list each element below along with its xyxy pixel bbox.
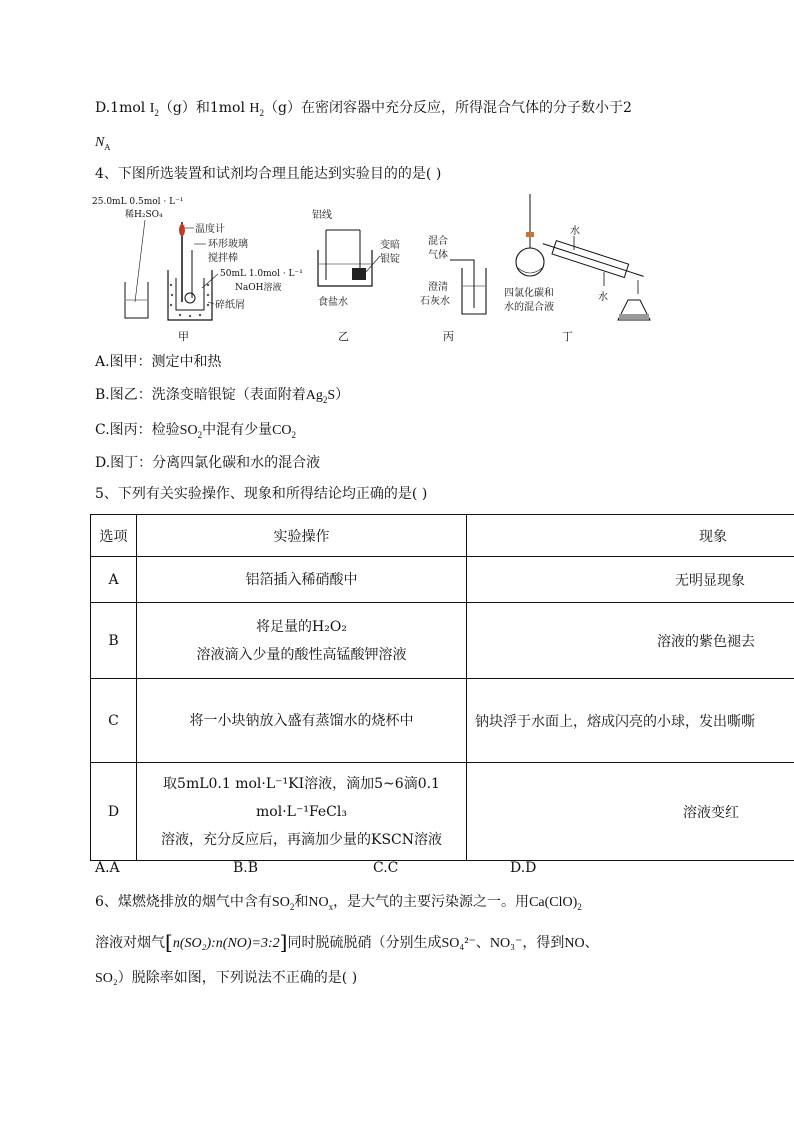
yi-silver-label1: 变暗: [380, 240, 400, 251]
jia-acid-volume-label: 25.0mL 0.5mol · L⁻¹: [92, 197, 184, 207]
bing-lime-label1: 澄清: [428, 282, 448, 293]
q5-stem: 5、下列有关实验操作、现象和所得结论均正确的是( ): [95, 486, 428, 502]
q3d-prefix: D.1mol: [95, 100, 150, 116]
q6-line1: 6、煤燃烧排放的烟气中含有$SO_2$和$NO_x$，是大气的主要污染源之一。用$Ca(ClO)_2$: [95, 894, 582, 912]
ding-mix-label2: 水的混合液: [504, 302, 554, 313]
jia-naoh-label2: NaOH溶液: [235, 283, 282, 293]
jia-stirrer-label1: 环形玻璃: [208, 239, 248, 250]
q3d-na: $N_A$: [95, 135, 111, 152]
q5-header-operation: 实验操作: [137, 515, 467, 557]
q3-option-d: [95, 98, 632, 119]
q3d-text2: （g）在密闭容器中充分反应，所得混合气体的分子数小于2: [264, 100, 632, 116]
q5-row-c-operation: 将一小块钠放入盛有蒸馏水的烧杯中: [137, 679, 467, 763]
q6-nitrate: NO₃⁻: [489, 936, 523, 951]
table-row: [91, 679, 794, 763]
ding-flask: [516, 248, 544, 276]
table-row: [91, 763, 794, 861]
q5-row-a-option: A: [91, 557, 137, 603]
ding-water-top-label: 水: [570, 226, 580, 237]
q5-answer-d: D.D: [510, 860, 537, 876]
q4-option-b: B.图乙：洗涤变暗银锭（表面附着$Ag_2S$）: [95, 387, 350, 405]
ding-caption: 丁: [562, 330, 573, 343]
q5-answer-a: A.A: [95, 860, 120, 876]
q5-answer-options: [95, 860, 595, 880]
q6-ratio: n(SO₂):n(NO)=3:2: [172, 936, 280, 951]
q6-line2: 溶液对烟气[n(SO₂):n(NO)=3:2]同时脱硫脱硝（分别生成SO₄²⁻、NO₃⁻，得到NO、: [95, 930, 599, 954]
q4-stem: 4、下图所选装置和试剂均合理且能达到实验目的的是( ): [95, 166, 442, 182]
yi-silver-ingot: [352, 268, 366, 280]
q4-option-d: D.图丁：分离四氯化碳和水的混合液: [95, 455, 321, 471]
q5-row-a-operation: 铝箔插入稀硝酸中: [137, 557, 467, 603]
q6-so2: SO₂: [95, 971, 118, 986]
q5-row-c-option: C: [91, 679, 137, 763]
q3d-h2: $H_2$: [249, 101, 265, 118]
q6-no: NO: [564, 936, 585, 951]
jia-caption: 甲: [178, 330, 189, 343]
bing-caption: 丙: [443, 330, 454, 343]
bing-gas-label2: 气体: [428, 250, 448, 261]
q6-sulfate: SO₄²⁻: [441, 936, 476, 951]
jia-paper-label: 碎纸屑: [215, 300, 245, 311]
ding-mix-label1: 四氯化碳和: [504, 288, 554, 299]
jia-outer-beaker: [168, 270, 212, 320]
q6-line3: SO₂）脱除率如图，下列说法不正确的是( ): [95, 970, 358, 986]
q3d-text1: （g）和1mol: [158, 100, 250, 116]
q5-header-phenomenon: 现象: [467, 515, 794, 557]
bing-lime-label2: 石灰水: [420, 296, 450, 307]
q5-row-d-operation: 取5mL0.1 mol·L⁻¹KI溶液，滴加5~6滴0.1 mol·L⁻¹FeCl₃ 溶液，充分反应后，再滴加少量的KSCN溶液: [137, 763, 467, 861]
q5-answer-b: B.B: [233, 860, 259, 876]
q5-row-d-option: D: [91, 763, 137, 861]
table-row: [91, 603, 794, 679]
q5-answer-c: C.C: [373, 860, 399, 876]
jia-inner-beaker: [176, 278, 204, 310]
jia-thermometer-label: 温度计: [195, 224, 225, 235]
q4-apparatus-figure: [90, 190, 660, 350]
yi-silver-label2: 银锭: [380, 254, 400, 265]
ding-water-bottom-label: 水: [598, 292, 608, 303]
q5-row-d-phenomenon: 溶液变红: [467, 763, 794, 861]
q4-option-a: A.图甲：测定中和热: [95, 354, 222, 370]
ding-condenser: [541, 237, 646, 283]
q5-table-header: [91, 515, 794, 557]
yi-salt-label: 食盐水: [318, 297, 348, 308]
yi-caption: 乙: [338, 330, 349, 343]
jia-naoh-label1: 50mL 1.0mol · L⁻¹: [220, 269, 303, 279]
jia-stirrer-label2: 搅拌棒: [208, 253, 238, 264]
table-row: [91, 557, 794, 603]
bing-gas-label1: 混合: [428, 236, 448, 247]
jia-thermometer-bulb: [179, 224, 185, 236]
q5-row-c-phenomenon: 钠块浮于水面上，熔成闪亮的小球，发出嘶嘶: [467, 679, 794, 763]
yi-wire-label: 铝线: [312, 210, 332, 221]
q5-table: [90, 514, 794, 861]
jia-acid-label: 稀H₂SO₄: [125, 210, 163, 220]
q4-option-c: C.图丙：检验$SO_2$中混有少量$CO_2$: [95, 422, 297, 440]
q5-row-b-phenomenon: 溶液的紫色褪去: [467, 603, 794, 679]
q5-header-option: 选项: [91, 515, 137, 557]
q5-row-a-phenomenon: 无明显现象: [467, 557, 794, 603]
q3d-i2: $I_2$: [149, 101, 159, 118]
q5-row-b-option: B: [91, 603, 137, 679]
q5-row-b-operation: 将足量的H₂O₂ 溶液滴入少量的酸性高锰酸钾溶液: [137, 603, 467, 679]
